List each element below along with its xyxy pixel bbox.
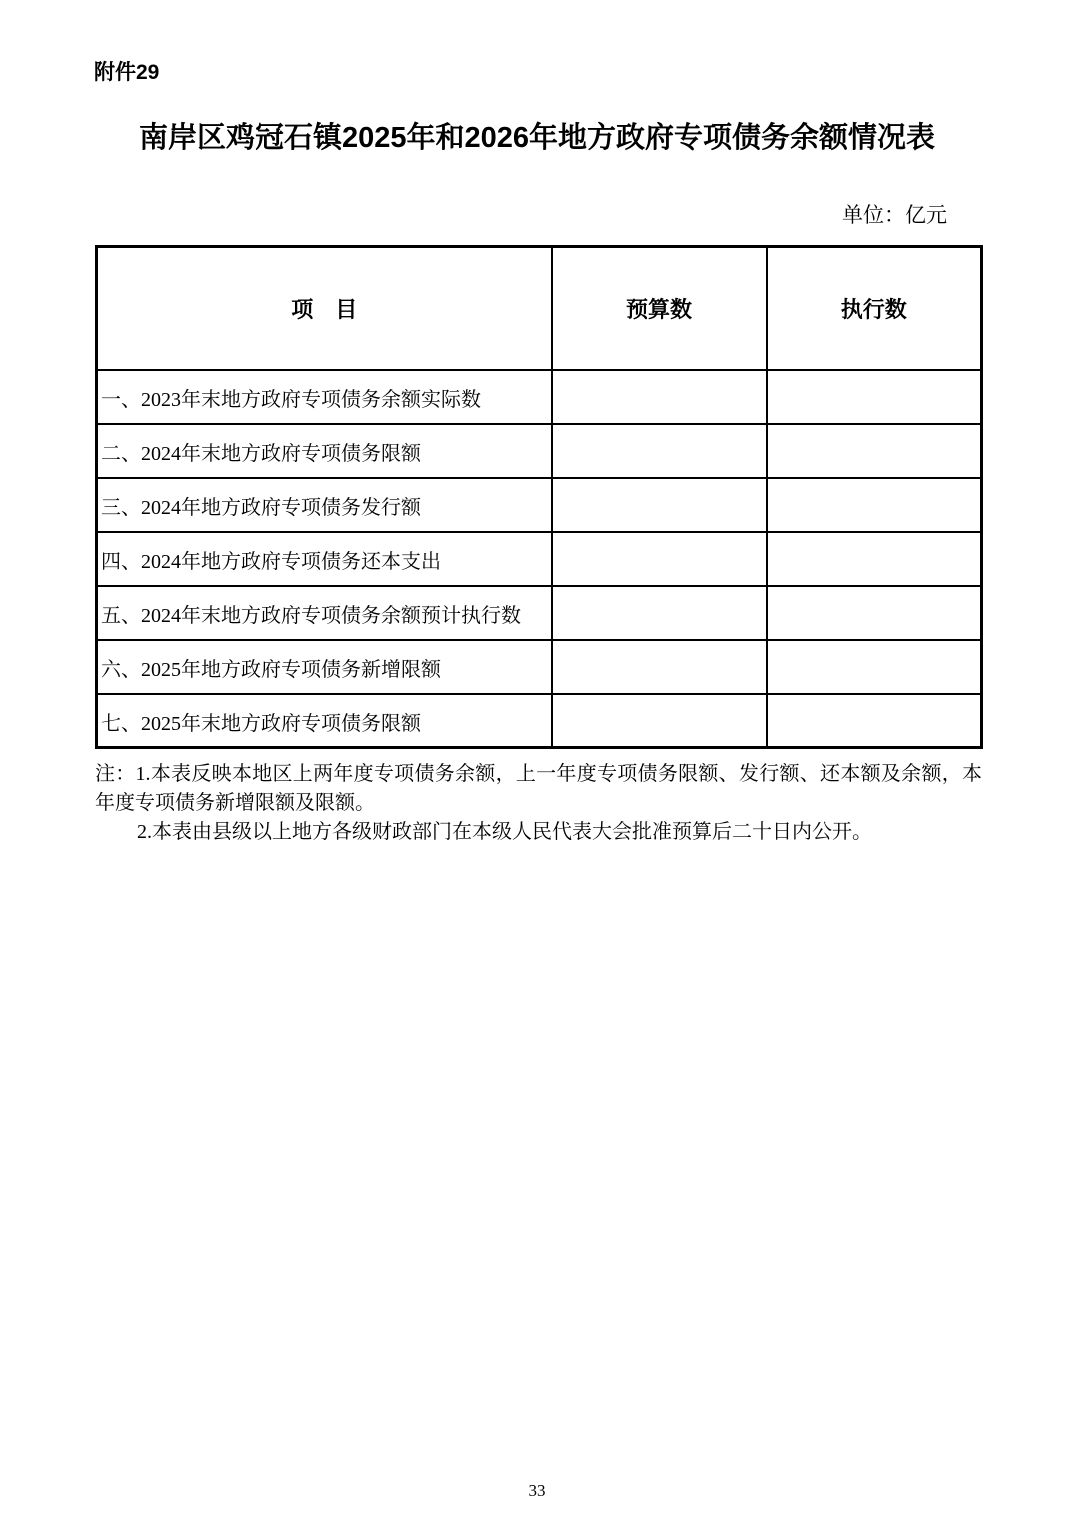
- table-row: [97, 640, 982, 694]
- budget-value-cell: [552, 694, 767, 748]
- budget-value-cell: [552, 478, 767, 532]
- unit-label: 单位：亿元: [842, 203, 947, 227]
- budget-value-cell: [552, 532, 767, 586]
- execution-value-cell: [767, 370, 982, 424]
- execution-value-cell: [767, 424, 982, 478]
- item-cell: 一、2023年末地方政府专项债务余额实际数: [97, 370, 552, 424]
- header-row: [97, 247, 982, 370]
- table-row: [97, 586, 982, 640]
- note-line-1: 注：1.本表反映本地区上两年度专项债务余额，上一年度专项债务限额、发行额、还本额及余额，本年度专项债务新增限额及限额。: [95, 763, 982, 814]
- unit-row: [95, 202, 980, 228]
- table-row: [97, 478, 982, 532]
- item-cell: 七、2025年末地方政府专项债务限额: [97, 694, 552, 748]
- budget-value-cell: [552, 370, 767, 424]
- table-row: [97, 424, 982, 478]
- item-cell: 三、2024年地方政府专项债务发行额: [97, 478, 552, 532]
- budget-value-cell: [552, 586, 767, 640]
- table-row: [97, 532, 982, 586]
- page-title: 南岸区鸡冠石镇2025年和2026年地方政府专项债务余额情况表: [138, 122, 936, 154]
- item-cell: 二、2024年末地方政府专项债务限额: [97, 424, 552, 478]
- execution-value-cell: [767, 478, 982, 532]
- table-header: [97, 247, 982, 370]
- column-header-item: 项 目: [97, 247, 552, 370]
- page-number: 33: [528, 1481, 546, 1500]
- execution-value-cell: [767, 532, 982, 586]
- debt-balance-table: [95, 245, 983, 749]
- execution-value-cell: [767, 586, 982, 640]
- execution-value-cell: [767, 694, 982, 748]
- execution-value-cell: [767, 640, 982, 694]
- item-cell: 四、2024年地方政府专项债务还本支出: [97, 532, 552, 586]
- column-header-execution: 执行数: [767, 247, 982, 370]
- table-row: [97, 370, 982, 424]
- notes-section: [95, 760, 982, 847]
- item-cell: 五、2024年末地方政府专项债务余额预计执行数: [97, 586, 552, 640]
- table-row: [97, 694, 982, 748]
- budget-value-cell: [552, 640, 767, 694]
- table-body: [97, 370, 982, 748]
- budget-value-cell: [552, 424, 767, 478]
- column-header-budget: 预算数: [552, 247, 767, 370]
- item-cell: 六、2025年地方政府专项债务新增限额: [97, 640, 552, 694]
- note-line-2: 2.本表由县级以上地方各级财政部门在本级人民代表大会批准预算后二十日内公开。: [137, 821, 872, 843]
- attachment-label: 附件29: [94, 61, 160, 84]
